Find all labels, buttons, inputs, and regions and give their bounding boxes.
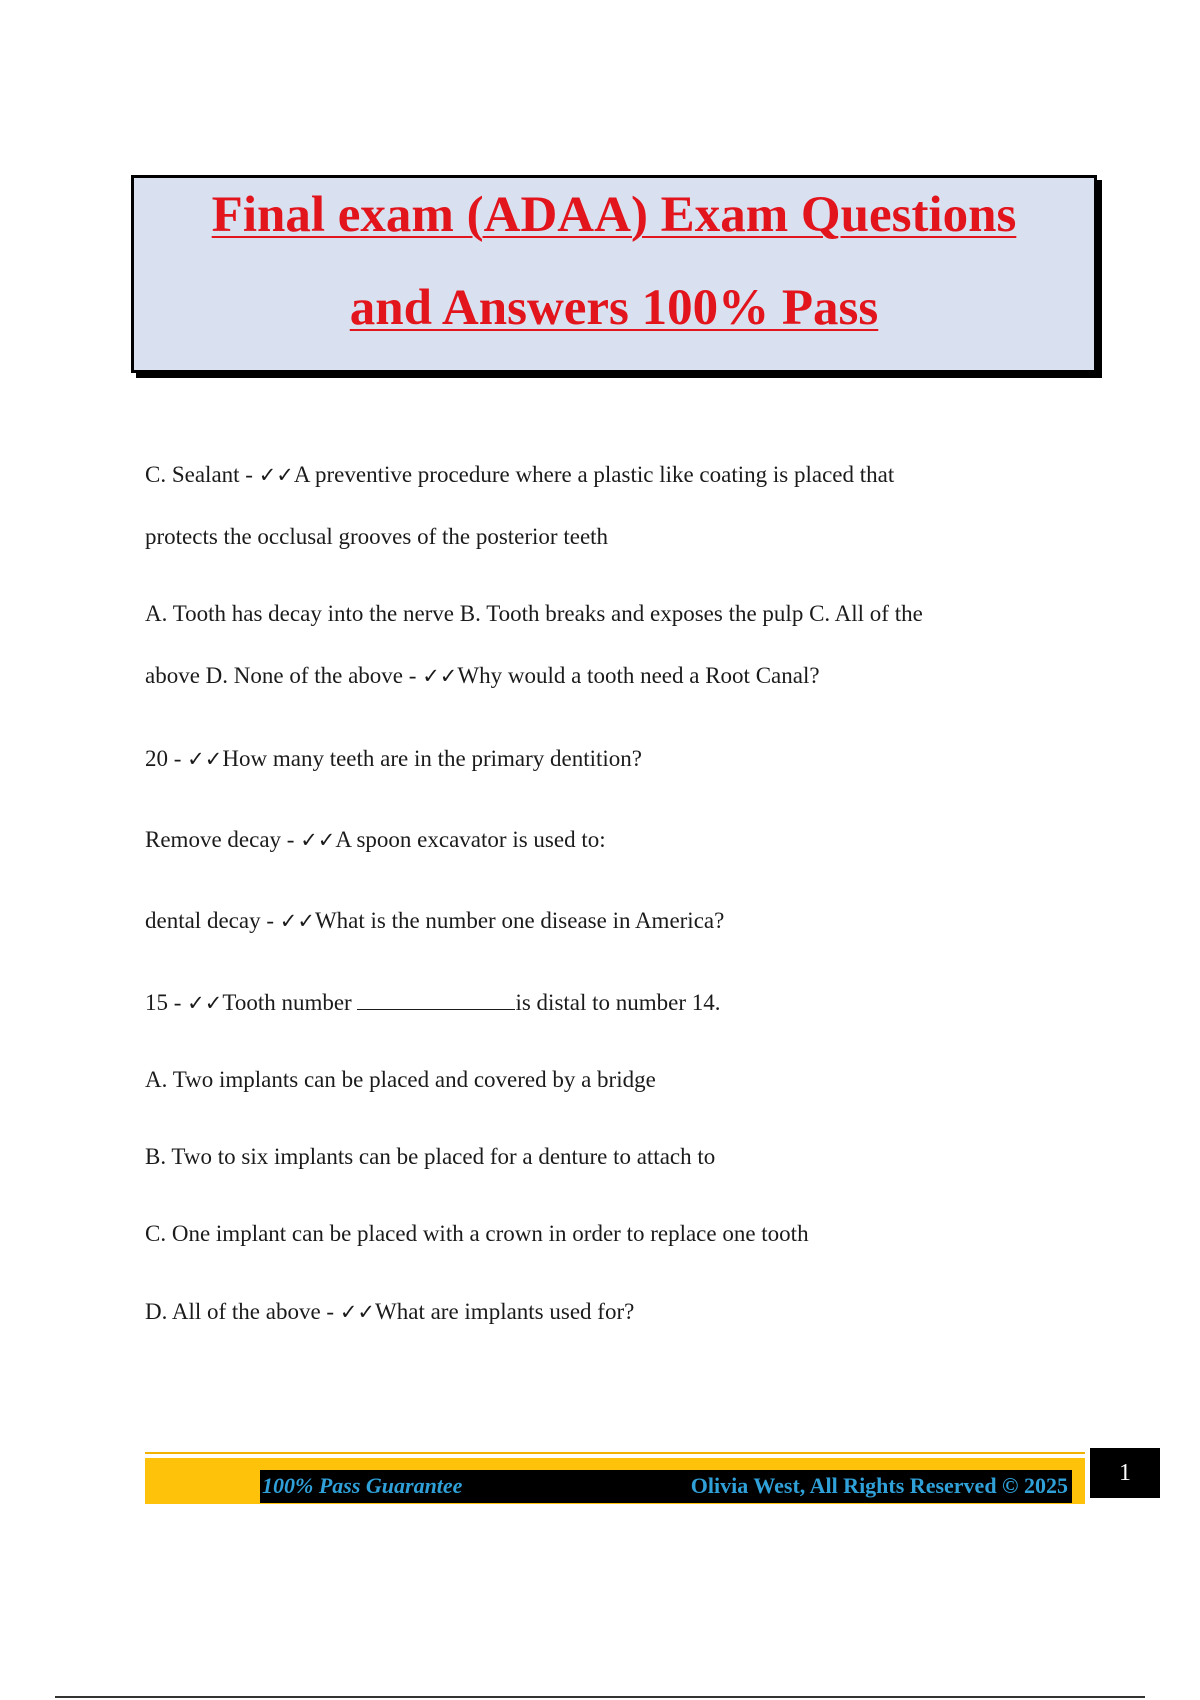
question-text-suffix: is distal to number 14. — [515, 990, 721, 1015]
page-bottom-rule — [55, 1696, 1145, 1698]
qa-line-9 — [145, 1049, 1075, 1111]
page-number: 1 — [1090, 1448, 1160, 1498]
question-text: What are implants used for? — [375, 1299, 635, 1324]
answer-text: A. Two implants can be placed and covered by a bridge — [145, 1067, 656, 1092]
double-check-icon: ✓✓ — [422, 664, 458, 688]
answer-text: Remove decay - — [145, 827, 301, 852]
answer-text: A. Tooth has decay into the nerve B. Tooth breaks and exposes the pulp C. All of the — [145, 601, 923, 626]
qa-line-10 — [145, 1126, 1075, 1188]
page-title-line-1: Final exam (ADAA) Exam Questions — [211, 187, 1017, 243]
footer-rule — [145, 1452, 1085, 1454]
qa-line-4 — [145, 645, 1075, 707]
footer-copyright-text: Olivia West, All Rights Reserved © 2025 — [690, 1473, 1068, 1498]
question-text: Tooth number — [222, 990, 358, 1015]
double-check-icon: ✓✓ — [187, 991, 223, 1015]
double-check-icon: ✓✓ — [339, 1300, 376, 1324]
answer-text: B. Two to six implants can be placed for a denture to attach to — [145, 1144, 716, 1169]
qa-line-3 — [145, 583, 1075, 645]
footer-guarantee-text: 100% Pass Guarantee — [262, 1473, 463, 1498]
double-check-icon: ✓✓ — [258, 463, 294, 487]
qa-line-8 — [145, 972, 1075, 1034]
question-text: How many teeth are in the primary dentition? — [222, 746, 642, 771]
qa-line-7 — [145, 890, 1075, 952]
qa-line-12 — [145, 1281, 1075, 1343]
qa-line-6 — [145, 809, 1075, 871]
qa-line-1 — [145, 444, 1075, 506]
question-text: What is the number one disease in America? — [314, 908, 725, 933]
page-title-line-2: and Answers 100% Pass — [349, 280, 879, 336]
answer-text: C. One implant can be placed with a crown in order to replace one tooth — [145, 1221, 809, 1246]
qa-line-5 — [145, 728, 1075, 790]
answer-text: 15 - — [145, 990, 188, 1015]
double-check-icon: ✓✓ — [279, 909, 315, 933]
answer-text: 20 - — [145, 746, 188, 771]
double-check-icon: ✓✓ — [187, 747, 223, 771]
question-text: protects the occlusal grooves of the posterior teeth — [145, 524, 609, 549]
answer-text: D. All of the above - — [145, 1299, 340, 1324]
double-check-icon: ✓✓ — [300, 828, 336, 852]
answer-text: C. Sealant - — [145, 462, 259, 487]
qa-line-2 — [145, 506, 1075, 568]
question-text: A preventive procedure where a plastic like coating is placed that — [293, 462, 895, 487]
answer-text: above D. None of the above - — [145, 663, 423, 688]
question-text: Why would a tooth need a Root Canal? — [457, 663, 820, 688]
answer-text: dental decay - — [145, 908, 280, 933]
title-box — [131, 175, 1097, 373]
question-text: A spoon excavator is used to: — [335, 827, 606, 852]
qa-line-11 — [145, 1203, 1075, 1265]
fill-in-blank — [357, 991, 515, 1010]
